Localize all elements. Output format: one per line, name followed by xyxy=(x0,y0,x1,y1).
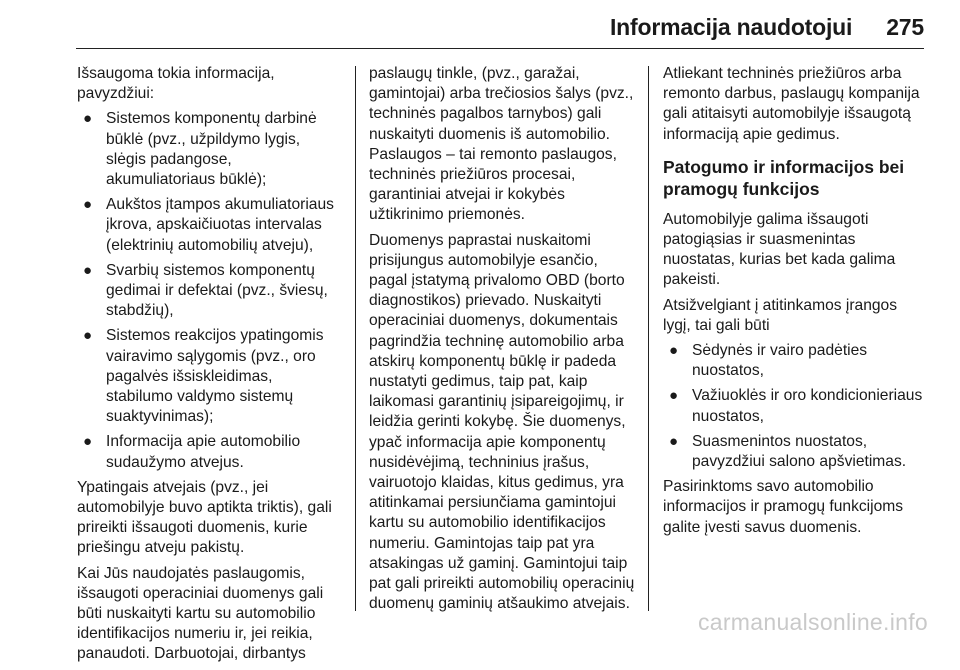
column3-paragraph-4: Pasirinktoms savo automobilio informacijos ir pramogų funkcijoms galite įvesti savus duomenis. xyxy=(663,478,904,536)
list-item-text: Važiuoklės ir oro kondicionieriaus nuostatos, xyxy=(692,387,923,425)
column2-paragraph-2: Duomenys paprastai nuskaitomi prisijungus automobilyje esančio, pagal įstatymą privalomo OBD (borto diagnostikos) prievado. Nuskaityti operaciniai duomenys, dokumentais pagrindžia techninę automobilio arba atskirų komponentų būklę ir padeda nustatyti gedimus, taip pat, kaip laikomasi garantinių įsipareigojimų, ir leidžia gerinti kokybę. Šie duomenys, ypač informacija apie komponentų nusidėvėjimą, techninius įrašus, vairuotojo klaidas, kitus gedimus, yra atitinkamai persiunčiama gamintojui kartu su automobilio identifikacijos numeriu. Gamintojas taip pat yra atsakingas už gaminį. Gamintojui taip pat gali prireikti automobilių operacinių duomenų gaminių atšaukimo atvejais. xyxy=(369,231,635,613)
column-3 xyxy=(663,64,928,543)
bullet-icon: ● xyxy=(669,387,679,405)
column2-paragraph-1: paslaugų tinkle, (pvz., garažai, gamintojai) arba trečiosios šalys (pvz., techninės pagalbos tarnybos) gali nuskaityti duomenis iš automobilio. Paslaugos – tai remonto paslaugos, techninės priežiūros procesai, garantiniai atvejai ir kokybės užtikrinimo priemonės. xyxy=(369,65,634,224)
column1-paragraph-2: Kai Jūs naudojatės paslaugomis, išsaugoti operaciniai duomenys gali būti nuskaityti kartu su automobilio identifikacijos numeriu ir, jei reikia, panaudoti. Darbuotojai, dirbantys xyxy=(77,564,324,663)
page-title: Informacija naudotojui xyxy=(609,14,853,40)
bullet-icon: ● xyxy=(669,342,679,360)
list-item xyxy=(77,326,343,427)
column-2 xyxy=(369,64,635,619)
column-1 xyxy=(77,64,343,670)
column3-paragraph-3: Atsižvelgiant į atitinkamos įrangos lygį, tai gali būti xyxy=(663,296,898,334)
bullet-icon: ● xyxy=(83,110,93,128)
page-header xyxy=(36,14,924,41)
column1-paragraph-1: Ypatingais atvejais (pvz., jei automobilyje buvo aptikta triktis), gali prireikti išsaugoti duomenis, kurie priešingu atveju pakistų. xyxy=(77,478,332,557)
column3-paragraph-1: Atliekant techninės priežiūros arba remonto darbus, paslaugų kompanija gali atitaisyti automobilyje išsaugotą informaciją apie gedimus. xyxy=(663,65,920,143)
page-number: 275 xyxy=(886,14,924,40)
list-item-text: Svarbių sistemos komponentų gedimai ir defektai (pvz., šviesų, stabdžių), xyxy=(106,261,328,320)
list-item xyxy=(663,386,928,426)
bullet-icon: ● xyxy=(83,196,93,214)
column3-paragraph-2: Automobilyje galima išsaugoti patogiąsias ir suasmenintas nuostatas, kurias bet kada galima pakeisti. xyxy=(663,210,896,289)
watermark: carmanualsonline.info xyxy=(697,609,928,635)
list-item xyxy=(663,341,928,381)
list-item-text: Aukštos įtampos akumuliatoriaus įkrova, apskaičiuotas intervalas (elektrinių automobilių atveju), xyxy=(106,196,334,254)
bullet-icon: ● xyxy=(83,261,93,279)
list-item-text: Sėdynės ir vairo padėties nuostatos, xyxy=(692,342,868,380)
list-item-text: Informacija apie automobilio sudaužymo atvejus. xyxy=(106,433,301,471)
list-item xyxy=(77,109,343,190)
column1-intro: Išsaugoma tokia informacija, pavyzdžiui: xyxy=(77,65,275,103)
list-item-text: Sistemos komponentų darbinė būklė (pvz., užpildymo lygis, slėgis padangose, akumuliatoriaus būklė); xyxy=(106,110,317,189)
list-item xyxy=(77,432,343,472)
bullet-icon: ● xyxy=(669,432,679,450)
list-item xyxy=(77,261,343,322)
column-divider-2 xyxy=(648,66,649,611)
section-heading: Patogumo ir informacijos bei pramogų funkcijos xyxy=(663,156,905,199)
list-item xyxy=(663,432,928,472)
header-rule xyxy=(76,48,924,49)
list-item xyxy=(77,195,343,256)
list-item-text: Suasmenintos nuostatos, pavyzdžiui salono apšvietimas. xyxy=(692,432,907,471)
column3-bullet-list xyxy=(663,341,928,472)
column-divider-1 xyxy=(355,66,356,611)
bullet-icon: ● xyxy=(83,327,93,345)
column1-bullet-list xyxy=(77,109,343,472)
bullet-icon: ● xyxy=(83,433,93,451)
list-item-text: Sistemos reakcijos ypatingomis vairavimo sąlygomis (pvz., oro pagalvės išsiskleidimas, stabilumo valdymo sistemų suaktyvinimas); xyxy=(106,327,324,426)
